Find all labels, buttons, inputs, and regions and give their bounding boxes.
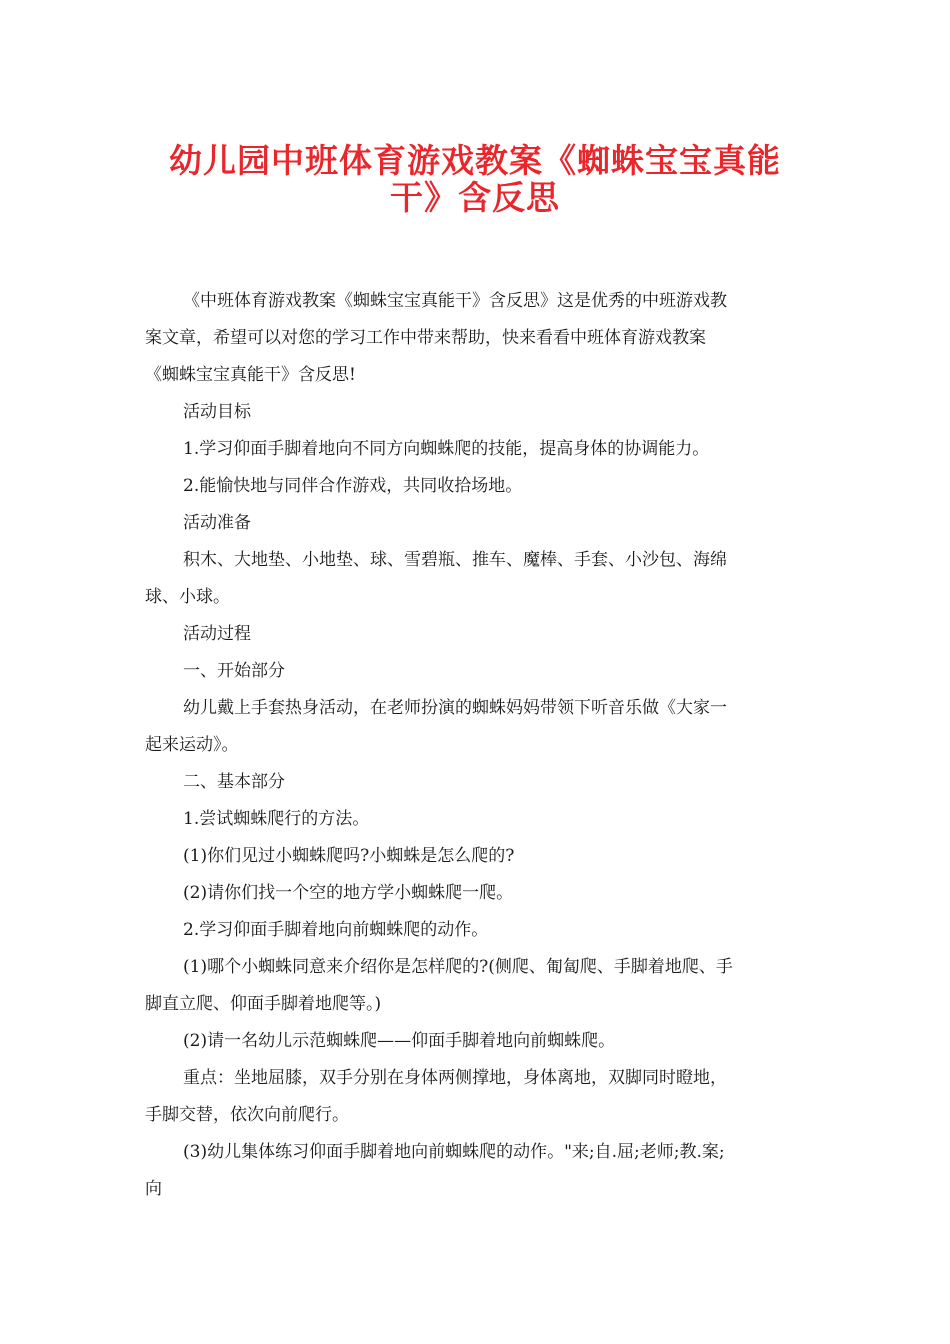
subsection-heading: 二、基本部分 bbox=[183, 772, 285, 792]
paragraph-line: 1.尝试蜘蛛爬行的方法。 bbox=[183, 809, 370, 829]
subsection-heading: 一、开始部分 bbox=[183, 661, 285, 681]
paragraph-line: 《蜘蛛宝宝真能干》含反思! bbox=[145, 365, 356, 385]
section-heading: 活动目标 bbox=[183, 402, 251, 422]
paragraph-line: 1.学习仰面手脚着地向不同方向蜘蛛爬的技能，提高身体的协调能力。 bbox=[183, 439, 710, 459]
paragraph-line: 《中班体育游戏教案《蜘蛛宝宝真能干》含反思》这是优秀的中班游戏教 bbox=[183, 291, 727, 311]
paragraph-line: 重点：坐地屈膝，双手分别在身体两侧撑地，身体离地，双脚同时瞪地， bbox=[183, 1068, 727, 1088]
title-line-2: 干》含反思 bbox=[390, 178, 560, 217]
paragraph-line: 积木、大地垫、小地垫、球、雪碧瓶、推车、魔棒、手套、小沙包、海绵 bbox=[183, 550, 727, 570]
paragraph-line: (1)你们见过小蜘蛛爬吗?小蜘蛛是怎么爬的? bbox=[183, 846, 515, 866]
paragraph-line: 起来运动》。 bbox=[145, 735, 239, 755]
paragraph-line: 2.能愉快地与同伴合作游戏，共同收拾场地。 bbox=[183, 476, 523, 496]
paragraph-line: 脚直立爬、仰面手脚着地爬等。) bbox=[145, 994, 382, 1014]
document-title bbox=[120, 142, 830, 216]
paragraph-line: 幼儿戴上手套热身活动，在老师扮演的蜘蛛妈妈带领下听音乐做《大家一 bbox=[183, 698, 727, 718]
paragraph-line: (2)请你们找一个空的地方学小蜘蛛爬一爬。 bbox=[183, 883, 514, 903]
paragraph-line: 球、小球。 bbox=[145, 587, 230, 607]
paragraph-line: 案文章，希望可以对您的学习工作中带来帮助，快来看看中班体育游戏教案 bbox=[145, 328, 706, 348]
section-heading: 活动准备 bbox=[183, 513, 251, 533]
title-line-1: 幼儿园中班体育游戏教案《蜘蛛宝宝真能 bbox=[169, 141, 781, 180]
document-body bbox=[145, 283, 805, 1208]
paragraph-line: 向 bbox=[145, 1179, 162, 1199]
section-heading: 活动过程 bbox=[183, 624, 251, 644]
paragraph-line: (2)请一名幼儿示范蜘蛛爬——仰面手脚着地向前蜘蛛爬。 bbox=[183, 1031, 616, 1051]
paragraph-line: 2.学习仰面手脚着地向前蜘蛛爬的动作。 bbox=[183, 920, 489, 940]
paragraph-line: (3)幼儿集体练习仰面手脚着地向前蜘蛛爬的动作。"来;自.屈;老师;教.案; bbox=[183, 1142, 725, 1162]
paragraph-line: (1)哪个小蜘蛛同意来介绍你是怎样爬的?(侧爬、匍匐爬、手脚着地爬、手 bbox=[183, 957, 733, 977]
paragraph-line: 手脚交替，依次向前爬行。 bbox=[145, 1105, 349, 1125]
